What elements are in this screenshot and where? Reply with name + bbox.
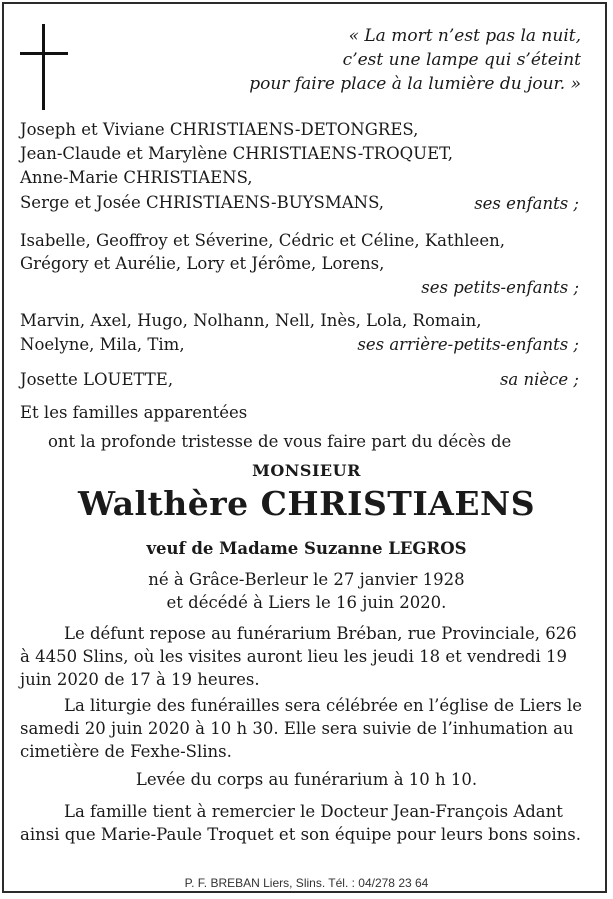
grandchildren-label: ses petits-enfants ; xyxy=(421,278,579,297)
family-line: Serge et Josée CHRISTIAENS-BUYSMANS, xyxy=(20,193,385,212)
family-line: Grégory et Aurélie, Lory et Jérôme, Lorens, xyxy=(20,254,385,273)
birth-line: né à Grâce-Berleur le 27 janvier 1928 xyxy=(148,570,465,589)
visitation-paragraph: Le défunt repose au funérarium Bréban, rue Provinciale, 626 à 4450 Slins, où les visites auront lieu les jeudi 18 et vendredi 19 juin 2020 de 17 à 19 heures. xyxy=(20,624,577,689)
liturgy-paragraph: La liturgie des funérailles sera célébrée en l’église de Liers le samedi 20 juin 2020 à 10 h 30. Elle sera suivie de l’inhumation au cimetière de Fexhe-Slins. xyxy=(20,696,582,761)
widow-of: veuf de Madame Suzanne LEGROS xyxy=(146,539,467,558)
relatives-line: Et les familles apparentées xyxy=(20,403,248,422)
obituary-card xyxy=(2,2,607,893)
honorific: MONSIEUR xyxy=(252,461,361,480)
family-line: Josette LOUETTE, xyxy=(20,370,174,389)
quote-line: pour faire place à la lumière du jour. » xyxy=(249,74,581,94)
announcement-line: ont la profonde tristesse de vous faire part du décès de xyxy=(48,432,512,451)
funeral-home-footer: P. F. BREBAN Liers, Slins. Tél. : 04/278 23 64 xyxy=(184,876,429,890)
niece-label: sa nièce ; xyxy=(499,370,579,389)
family-line: Joseph et Viviane CHRISTIAENS-DETONGRES, xyxy=(20,120,419,139)
family-line: Isabelle, Geoffroy et Séverine, Cédric et Céline, Kathleen, xyxy=(20,231,505,250)
death-line: et décédé à Liers le 16 juin 2020. xyxy=(166,593,447,612)
greatgrandchildren-label: ses arrière-petits-enfants ; xyxy=(357,335,579,354)
quote-line: c’est une lampe qui s’éteint xyxy=(342,50,581,70)
family-line: Marvin, Axel, Hugo, Nolhann, Nell, Inès, Lola, Romain, xyxy=(20,311,482,330)
children-label: ses enfants ; xyxy=(474,194,579,213)
family-line: Noelyne, Mila, Tim, xyxy=(20,335,185,354)
deceased-name: Walthère CHRISTIAENS xyxy=(77,484,536,523)
thanks-paragraph: La famille tient à remercier le Docteur Jean-François Adant ainsi que Marie-Paule Troquet et son équipe pour leurs bons soins. xyxy=(20,802,582,844)
family-line: Jean-Claude et Marylène CHRISTIAENS-TROQUET, xyxy=(20,144,453,163)
family-line: Anne-Marie CHRISTIAENS, xyxy=(20,168,253,187)
cross-icon xyxy=(20,24,68,112)
quote-line: « La mort n’est pas la nuit, xyxy=(348,26,581,46)
levee-line: Levée du corps au funérarium à 10 h 10. xyxy=(135,770,478,789)
epitaph-quote xyxy=(161,24,581,96)
